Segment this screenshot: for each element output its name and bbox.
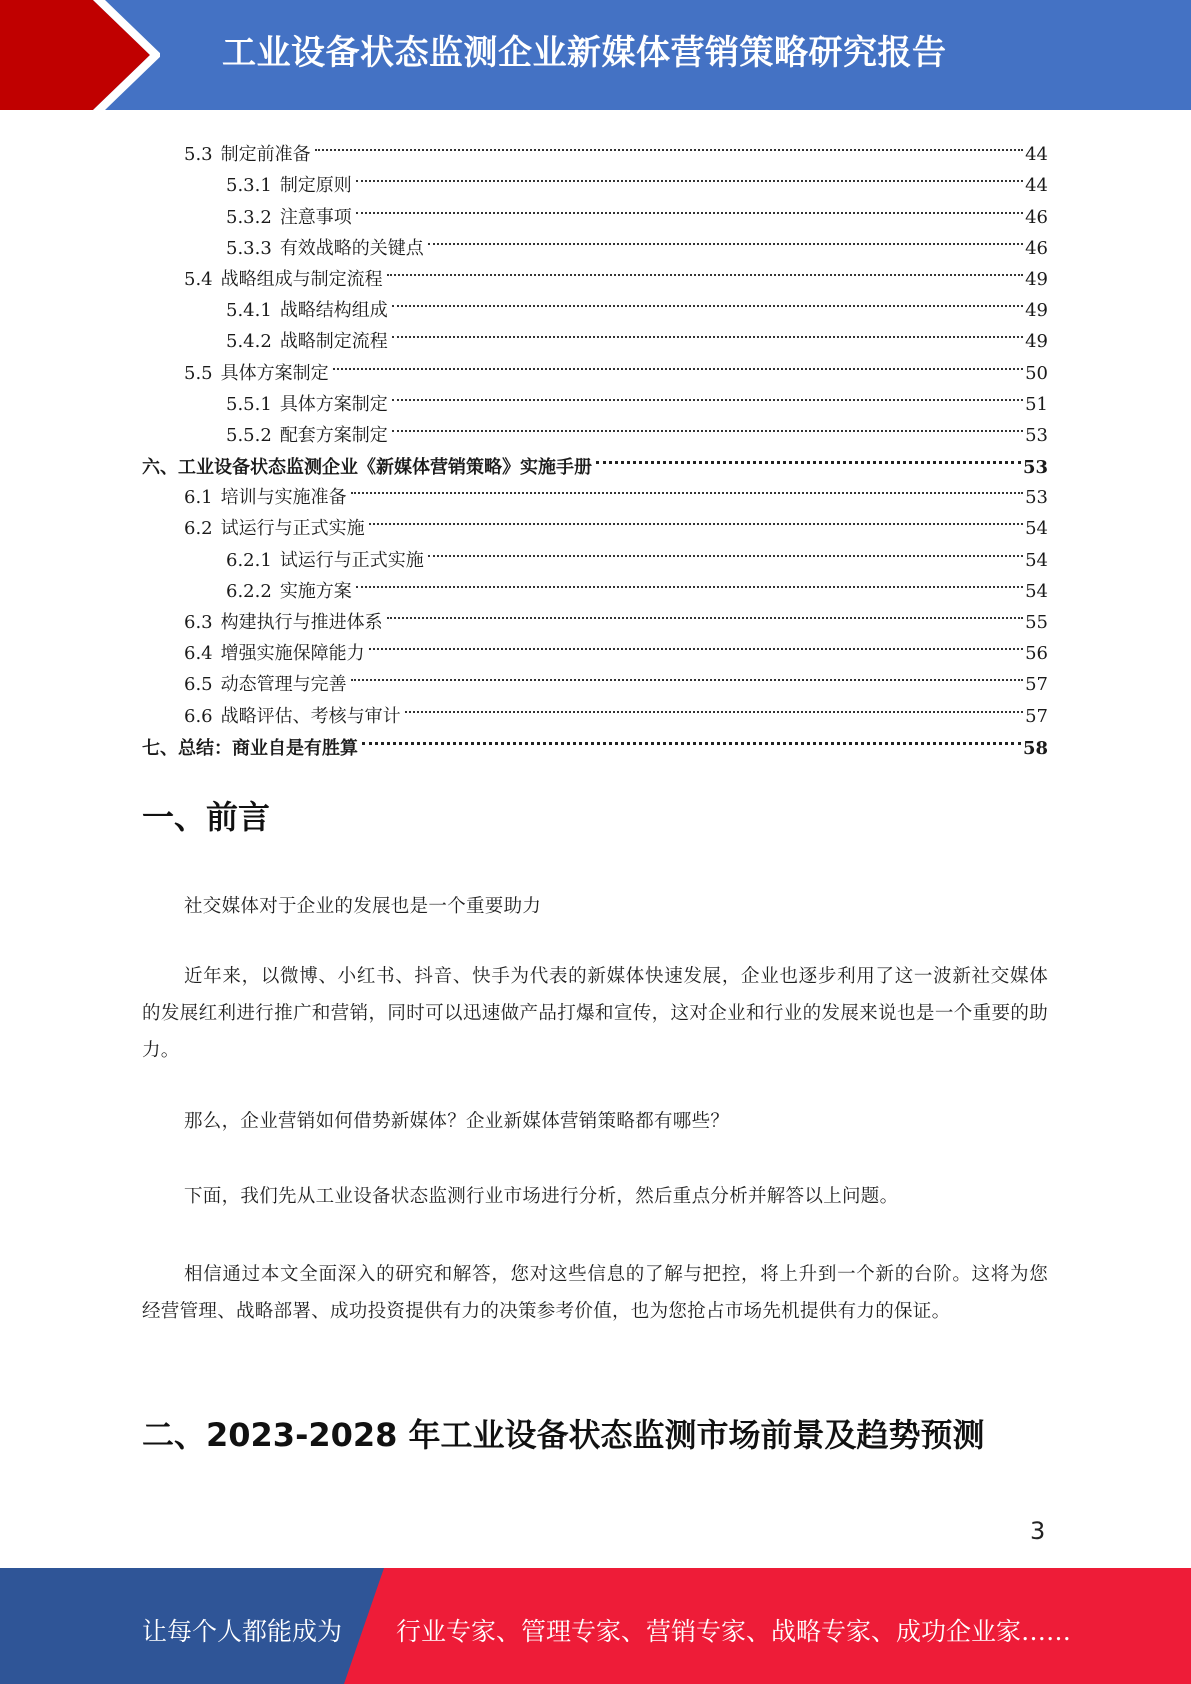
- toc-entry-title: 动态管理与完善: [220, 674, 347, 696]
- toc-entry-title: 构建执行与推进体系: [220, 612, 383, 633]
- toc-entry-number: 5.4: [184, 268, 213, 290]
- toc-entry-number: 5.3.2: [226, 206, 272, 228]
- toc-dot-leader: [356, 180, 1023, 213]
- report-title: 工业设备状态监测企业新媒体营销策略研究报告: [222, 33, 947, 73]
- toc-entry-title: 总结：商业自是有胜算: [178, 737, 358, 759]
- toc-entry-number: 5.5.2: [226, 424, 272, 446]
- toc-dot-leader: [428, 523, 1023, 556]
- toc-entry-page: 57: [1025, 705, 1048, 727]
- toc-entry-number: 6.6: [184, 705, 213, 727]
- toc-entry-number: 6.1: [184, 487, 213, 509]
- toc-entry-title: 制定前准备: [220, 144, 311, 166]
- toc-dot-leader: [387, 243, 1023, 276]
- toc-entry-page: 53: [1025, 487, 1048, 509]
- toc-dot-leader: [362, 711, 1021, 745]
- toc-entry-number: 5.4.1: [226, 300, 272, 322]
- toc-dot-leader: [351, 461, 1023, 494]
- toc-entry-number: 5.5.1: [226, 393, 272, 415]
- toc-dot-leader: [356, 149, 1023, 182]
- toc-entry-title: 试运行与正式实施: [279, 549, 424, 571]
- toc-entry-number: 5.3: [184, 144, 213, 166]
- toc-entry-page: 49: [1025, 268, 1048, 290]
- toc-entry-title: 战略结构组成: [279, 300, 388, 322]
- toc-entry-title: 试运行与正式实施: [220, 518, 365, 540]
- toc-entry-title: 具体方案制定: [220, 362, 329, 384]
- toc-entry-page: 44: [1025, 144, 1048, 166]
- toc-entry-number: 6.4: [184, 643, 213, 665]
- toc-dot-leader: [356, 555, 1023, 588]
- toc-entry-title: 工业设备状态监测企业《新媒体营销策略》实施手册: [178, 457, 592, 479]
- table-of-contents: [142, 127, 1048, 759]
- toc-entry-number: 七、: [142, 737, 178, 759]
- toc-dot-leader: [387, 586, 1023, 619]
- toc-entry-title: 战略制定流程: [279, 331, 388, 353]
- toc-entry-title: 战略评估、考核与审计: [220, 705, 401, 727]
- toc-entry-title: 培训与实施准备: [220, 487, 347, 509]
- toc-entry-number: 6.5: [184, 674, 213, 696]
- toc-entry-page: 54: [1025, 549, 1048, 571]
- paragraph: 相信通过本文全面深入的研究和解答，您对这些信息的了解与把控，将上升到一个新的台阶。这将为您经营管理、战略部署、成功投资提供有力的决策参考价值，也为您抢占市场先机提供有力的保证。: [142, 1264, 1048, 1322]
- toc-entry-number: 5.3.1: [226, 175, 272, 197]
- page-header: [0, 0, 1191, 110]
- toc-entry-page: 50: [1025, 362, 1048, 384]
- toc-entry-number: 6.2.1: [226, 549, 272, 571]
- toc-entry-page: 44: [1025, 175, 1048, 197]
- toc-dot-leader: [405, 679, 1023, 712]
- section-heading-preface: 一、前言: [142, 798, 271, 836]
- toc-entry-page: 53: [1025, 424, 1048, 446]
- toc-dot-leader: [351, 648, 1023, 681]
- toc-entry-title: 注意事项: [279, 206, 352, 228]
- toc-dot-leader: [392, 399, 1023, 432]
- toc-entry-page: 56: [1025, 643, 1048, 665]
- toc-entry-number: 5.3.3: [226, 237, 272, 259]
- toc-entry-number: 6.2: [184, 518, 213, 540]
- toc-entry-page: 51: [1025, 393, 1048, 415]
- toc-entry-page: 54: [1025, 580, 1048, 602]
- paragraph: 社交媒体对于企业的发展也是一个重要助力: [184, 896, 542, 917]
- toc-entry-page: 53: [1022, 457, 1048, 479]
- toc-entry-title: 制定原则: [279, 175, 352, 197]
- toc-dot-leader: [392, 305, 1023, 338]
- toc-entry-number: 6.2.2: [226, 580, 272, 602]
- paragraph: 那么，企业营销如何借势新媒体？企业新媒体营销策略都有哪些？: [184, 1111, 730, 1132]
- toc-entry-title: 实施方案: [279, 580, 352, 602]
- toc-entry-page: 46: [1025, 206, 1048, 228]
- toc-entry-title: 具体方案制定: [279, 393, 388, 415]
- toc-entry-page: 49: [1025, 331, 1048, 353]
- toc-dot-leader: [333, 336, 1023, 369]
- toc-entry-title: 配套方案制定: [279, 424, 388, 446]
- toc-entry-page: 55: [1025, 612, 1048, 633]
- chevron-arrow-icon: [0, 0, 160, 110]
- toc-entry-number: 6.3: [184, 612, 213, 633]
- toc-entry-title: 有效战略的关键点: [279, 237, 424, 259]
- toc-entry-number: 六、: [142, 457, 178, 479]
- section-heading-market-forecast: 二、2023-2028 年工业设备状态监测市场前景及趋势预测: [142, 1416, 985, 1454]
- footer-slogan-right: 行业专家、管理专家、营销专家、战略专家、成功企业家……: [396, 1617, 1072, 1646]
- toc-entry-page: 58: [1022, 737, 1048, 759]
- toc-dot-leader: [596, 430, 1021, 464]
- toc-dot-leader: [428, 212, 1023, 245]
- page-number: 3: [1030, 1517, 1046, 1545]
- toc-entry-page: 49: [1025, 300, 1048, 322]
- toc-dot-leader: [392, 274, 1023, 307]
- toc-entry-title: 战略组成与制定流程: [220, 268, 383, 290]
- toc-entry-page: 46: [1025, 237, 1048, 259]
- toc-entry-number: 5.5: [184, 362, 213, 384]
- toc-entry-number: 5.4.2: [226, 331, 272, 353]
- toc-entry-title: 增强实施保障能力: [220, 643, 365, 665]
- toc-dot-leader: [392, 368, 1023, 401]
- toc-dot-leader: [315, 118, 1023, 151]
- toc-entry-page: 54: [1025, 518, 1048, 540]
- paragraph: 下面，我们先从工业设备状态监测行业市场进行分析，然后重点分析并解答以上问题。: [184, 1186, 899, 1207]
- toc-dot-leader: [369, 617, 1023, 650]
- paragraph: 近年来，以微博、小红书、抖音、快手为代表的新媒体快速发展，企业也逐步利用了这一波新社交媒体的发展红利进行推广和营销，同时可以迅速做产品打爆和宣传，这对企业和行业的发展来说也是一个重要的助力。: [142, 966, 1048, 1061]
- page-footer: [0, 1568, 1191, 1684]
- footer-slogan-left: 让每个人都能成为: [142, 1617, 343, 1646]
- toc-dot-leader: [369, 492, 1023, 525]
- toc-entry-page: 57: [1025, 674, 1048, 696]
